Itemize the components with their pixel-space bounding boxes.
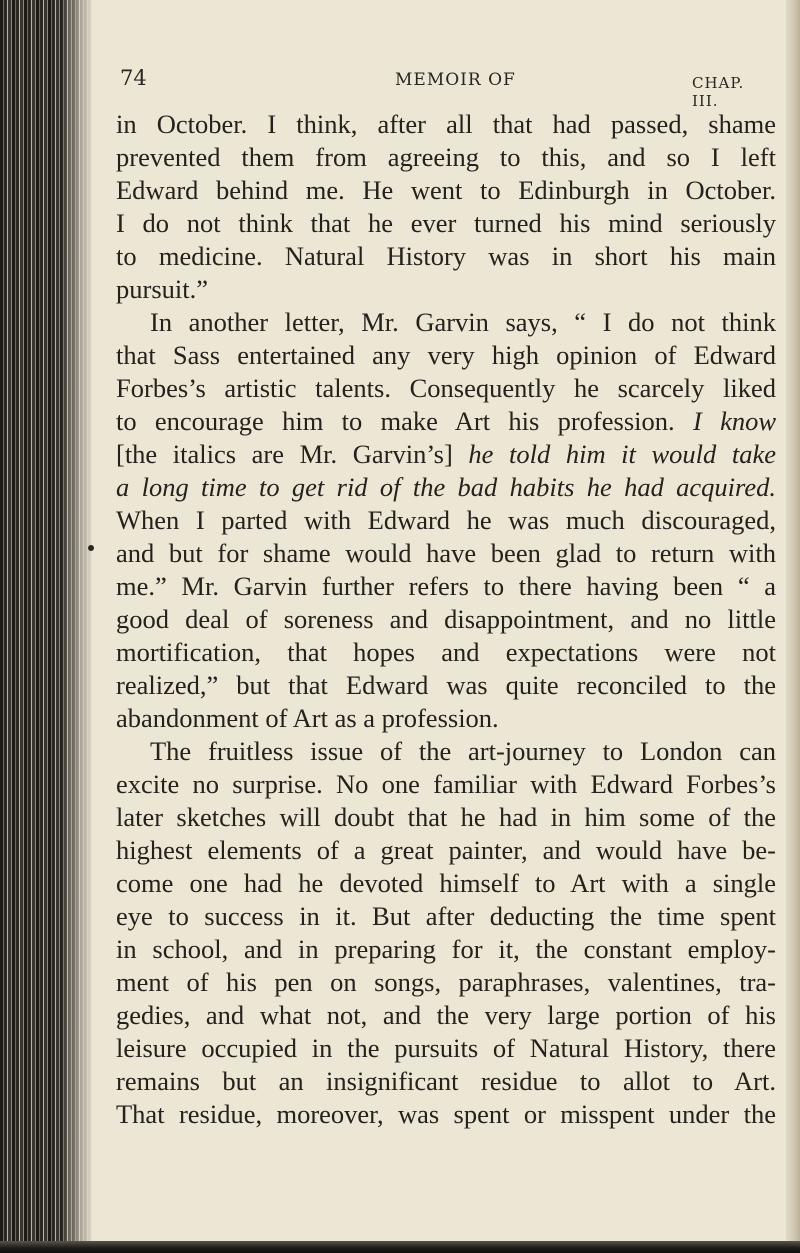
text-line: in October. I think, after all that had passed, shame bbox=[116, 109, 776, 139]
text-segment: to encourage him to make Art his profession. bbox=[116, 406, 675, 436]
text-line: highest elements of a great painter, and would have be- bbox=[116, 835, 776, 865]
body-text bbox=[116, 108, 776, 1131]
text-line: That residue, moreover, was spent or misspent under the bbox=[116, 1099, 776, 1129]
text-line: and but for shame would have been glad to return with bbox=[116, 538, 776, 568]
text-line: abandonment of Art as a profession. bbox=[116, 703, 499, 733]
text-line: in school, and in preparing for it, the constant employ- bbox=[116, 934, 776, 964]
text-line: I do not think that he ever turned his mind seriously bbox=[116, 208, 776, 238]
text-line: that Sass entertained any very high opinion of Edward bbox=[116, 340, 776, 370]
page-bottom-edge bbox=[0, 1241, 800, 1253]
chapter-label: CHAP. III. bbox=[692, 74, 745, 110]
text-line: good deal of soreness and disappointment, and no little bbox=[116, 604, 776, 634]
page-number: 74 bbox=[120, 66, 147, 90]
text-line: excite no surprise. No one familiar with Edward Forbes’s bbox=[116, 769, 776, 799]
text-line: to medicine. Natural History was in short his main bbox=[116, 241, 776, 271]
running-head bbox=[120, 66, 770, 110]
italic-segment: I know bbox=[692, 406, 776, 436]
text-line: Edward behind me. He went to Edinburgh in October. bbox=[116, 175, 776, 205]
italic-line: a long time to get rid of the bad habits he had acquired. bbox=[116, 472, 776, 502]
text-line: pursuit.” bbox=[116, 274, 208, 304]
text-line: eye to success in it. But after deducting the time spent bbox=[116, 901, 776, 931]
text-line: mortification, that hopes and expectations were not bbox=[116, 637, 776, 667]
text-line: me.” Mr. Garvin further refers to there having been “ a bbox=[116, 571, 776, 601]
ink-speck bbox=[88, 545, 94, 551]
text-line: come one had he devoted himself to Art with a single bbox=[116, 868, 776, 898]
text-line: leisure occupied in the pursuits of Natural History, there bbox=[116, 1033, 776, 1063]
text-line: When I parted with Edward he was much discouraged, bbox=[116, 505, 776, 535]
paragraph-start: In another letter, Mr. Garvin says, “ I do not think bbox=[150, 307, 776, 337]
text-line: prevented them from agreeing to this, and so I left bbox=[116, 142, 776, 172]
text-line: realized,” but that Edward was quite reconciled to the bbox=[116, 670, 776, 700]
text-line-mixed bbox=[116, 405, 776, 438]
text-line: gedies, and what not, and the very large portion of his bbox=[116, 1000, 776, 1030]
text-line: ment of his pen on songs, paraphrases, valentines, tra- bbox=[116, 967, 776, 997]
text-line-mixed bbox=[116, 438, 776, 471]
binding-shadow bbox=[60, 0, 100, 1253]
text-line: remains but an insignificant residue to allot to Art. bbox=[116, 1066, 776, 1096]
running-title: MEMOIR OF bbox=[395, 70, 516, 90]
text-line: Forbes’s artistic talents. Consequently he scarcely liked bbox=[116, 373, 776, 403]
text-segment: [the italics are Mr. Garvin’s] bbox=[116, 439, 453, 469]
text-line: later sketches will doubt that he had in him some of the bbox=[116, 802, 776, 832]
paragraph-start: The fruitless issue of the art-journey to London can bbox=[150, 736, 776, 766]
italic-segment: he told him it would take bbox=[468, 439, 776, 469]
page-right-edge bbox=[786, 0, 800, 1253]
